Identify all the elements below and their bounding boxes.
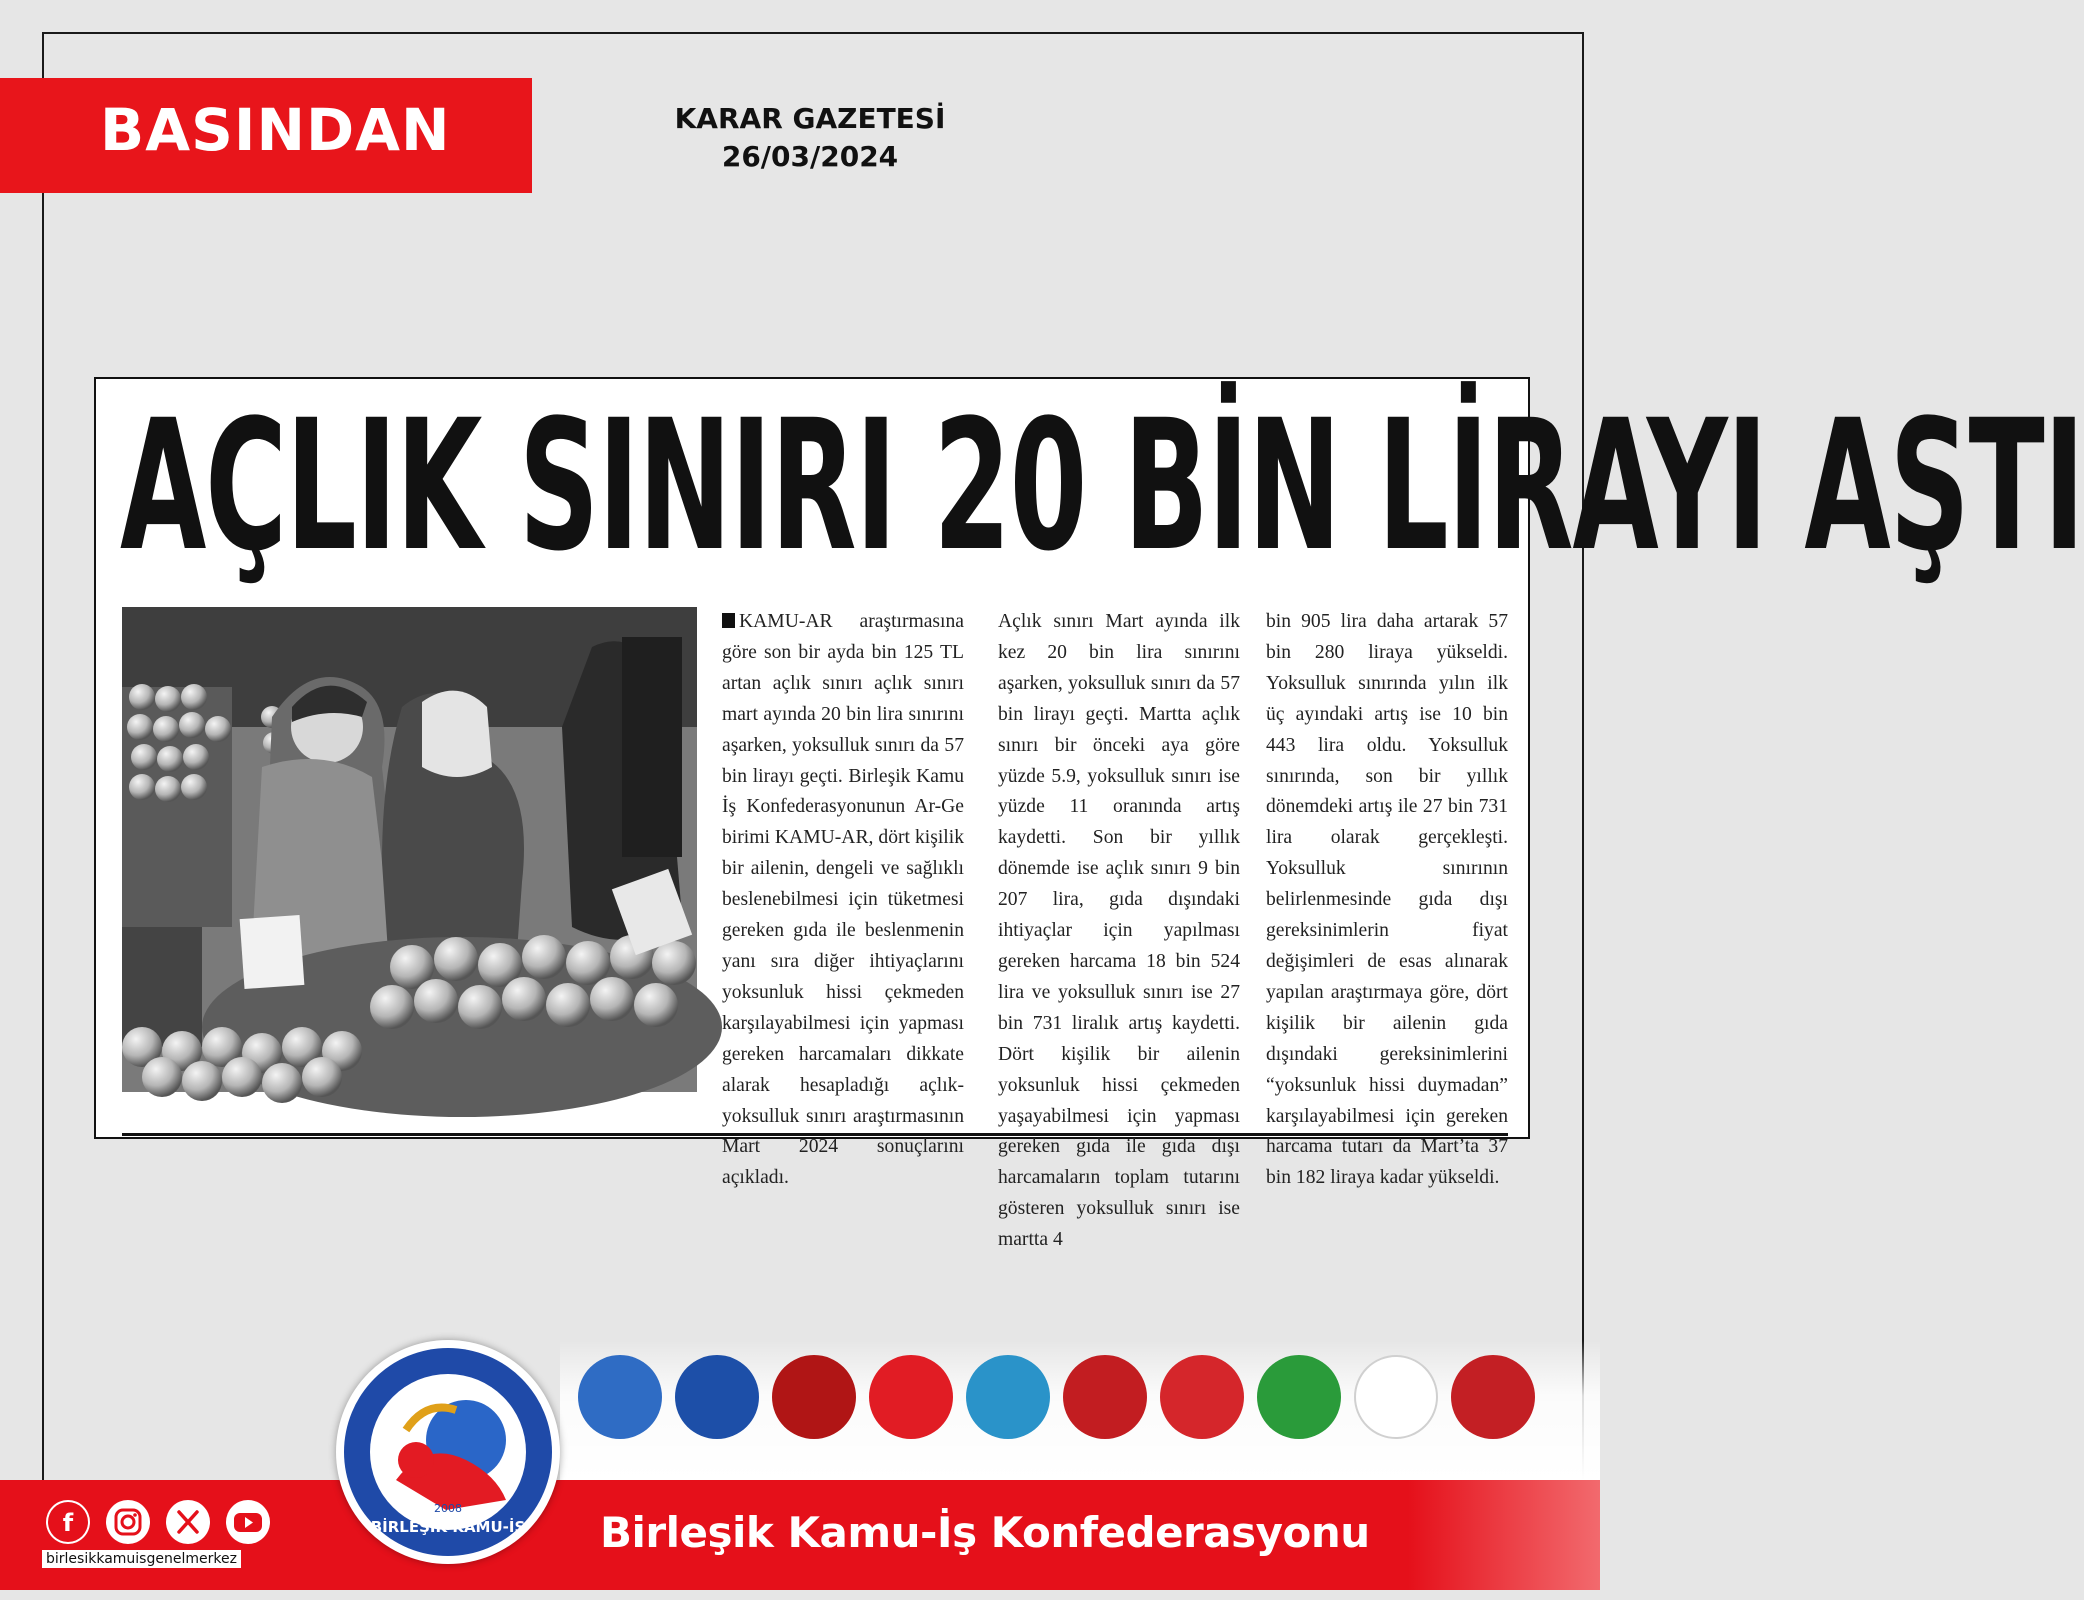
social-handle[interactable]: birlesikkamuisgenelmerkez: [42, 1550, 241, 1568]
source-info: [600, 100, 1020, 176]
article-column-2: [998, 607, 1240, 1251]
confederation-emblem-icon: [336, 1340, 560, 1564]
newspaper-name: KARAR GAZETESİ: [674, 102, 946, 135]
organization-name: Birleşik Kamu-İş Konfederasyonu: [600, 1508, 1370, 1557]
market-photo-illustration: [122, 607, 697, 1092]
article-headline: AÇLIK SINIRI 20 BİN LİRAYI AŞTI: [120, 382, 2084, 591]
facebook-icon[interactable]: [46, 1500, 90, 1544]
article-column-1: [722, 607, 964, 1189]
publication-date: 26/03/2024: [721, 140, 899, 173]
union-logo-cevre: [1160, 1355, 1244, 1439]
instagram-icon[interactable]: [106, 1500, 150, 1544]
confederation-logo: [336, 1340, 560, 1564]
svg-text:f: f: [62, 1509, 74, 1537]
article-text-2: Açlık sınırı Mart ayında ilk kez 20 bin lira sınırını aşarken, yoksulluk sınırı da 57 bin lirayı geçti. Martta açlık sınırı bir önceki aya göre yüzde 5.9, yoksulluk sınırı ise yüzde 11 oranında artış kaydetti. Son bir yıllık dönemde ise açlık sınırı 9 bin 207 lira, gıda dışındaki ihtiyaçlar için yapılması gereken harcama 18 bin 524 lira ve yoksulluk sınırı ise 27 bin 731 liralık artış kaydetti. Dört kişilik bir ailenin yoksunluk hissi çekmeden yaşayabilmesi için yapması gereken gıda ile gıda dışı harcamaların toplam tutarını gösteren yoksulluk sınırı ise martta 4: [998, 611, 1240, 1251]
article-column-3: [1266, 607, 1508, 1189]
union-logo-guven: [966, 1355, 1050, 1439]
x-icon[interactable]: [166, 1500, 210, 1544]
union-logo-kultur-sanat-is: [1063, 1355, 1147, 1439]
union-logo-tarim-orman-is: [1257, 1355, 1341, 1439]
newspaper-clipping: [94, 377, 2084, 1251]
market-photo: [122, 607, 697, 1092]
union-logo-buro-is: [578, 1355, 662, 1439]
union-logo-egitim-is: [675, 1355, 759, 1439]
union-logo-enerji-is: [772, 1355, 856, 1439]
clipping-divider: [122, 1133, 1508, 1136]
article-text-3: bin 905 lira daha artarak 57 bin 280 liraya yükseldi. Yoksulluk sınırında yılın ilk üç ayındaki artış ise 10 bin 443 lira oldu. Yoksulluk sınırında, son bir yıllık dönemdeki artış ile 27 bin 731 lira olarak gerçekleşti. Yoksulluk sınırının belirlenmesinde gıda dışı gereksinimlerin fiyat değişimleri de esas alınarak yapılan araştırmaya göre, dört kişilik bir ailenin gıda dışındaki gereksinimlerini “yoksunluk hissi duymadan” karşılayabilmesi için gereken harcama tutarı da Mart’ta 37 bin 182 liraya kadar yükseldi.: [1266, 611, 1508, 1189]
union-logo-tum-yerel-sen: [1354, 1355, 1438, 1439]
confederation-logo-year: 2008: [434, 1502, 462, 1515]
section-tag-label: BASINDAN: [100, 96, 451, 164]
youtube-icon[interactable]: [226, 1500, 270, 1544]
union-logo-saglik-is: [869, 1355, 953, 1439]
union-logo-ulasim-is: [1451, 1355, 1535, 1439]
confederation-logo-label: BİRLEŞİK KAMU-İŞ: [370, 1518, 526, 1536]
paragraph-marker: [722, 613, 735, 628]
article-text-1: KAMU-AR araştırmasına göre son bir ayda bin 125 TL artan açlık sınırı açlık sınırı mart ayında 20 bin lira sınırını aşarken, yoksulluk sınırı da 57 bin lirayı geçti. Birleşik Kamu İş Konfederasyonunun Ar-Ge birimi KAMU-AR, dört kişilik bir ailenin, dengeli ve sağlıklı beslenebilmesi için tüketmesi gereken gıda ile beslenmenin yanı sıra diğer ihtiyaçlarını yoksunluk hissi çekmeden karşılayabilmesi için yapması gereken harcamaları dikkate alarak hesapladığı açlık-yoksulluk sınırı araştırmasının Mart 2024 sonuçlarını açıkladı.: [722, 611, 964, 1189]
